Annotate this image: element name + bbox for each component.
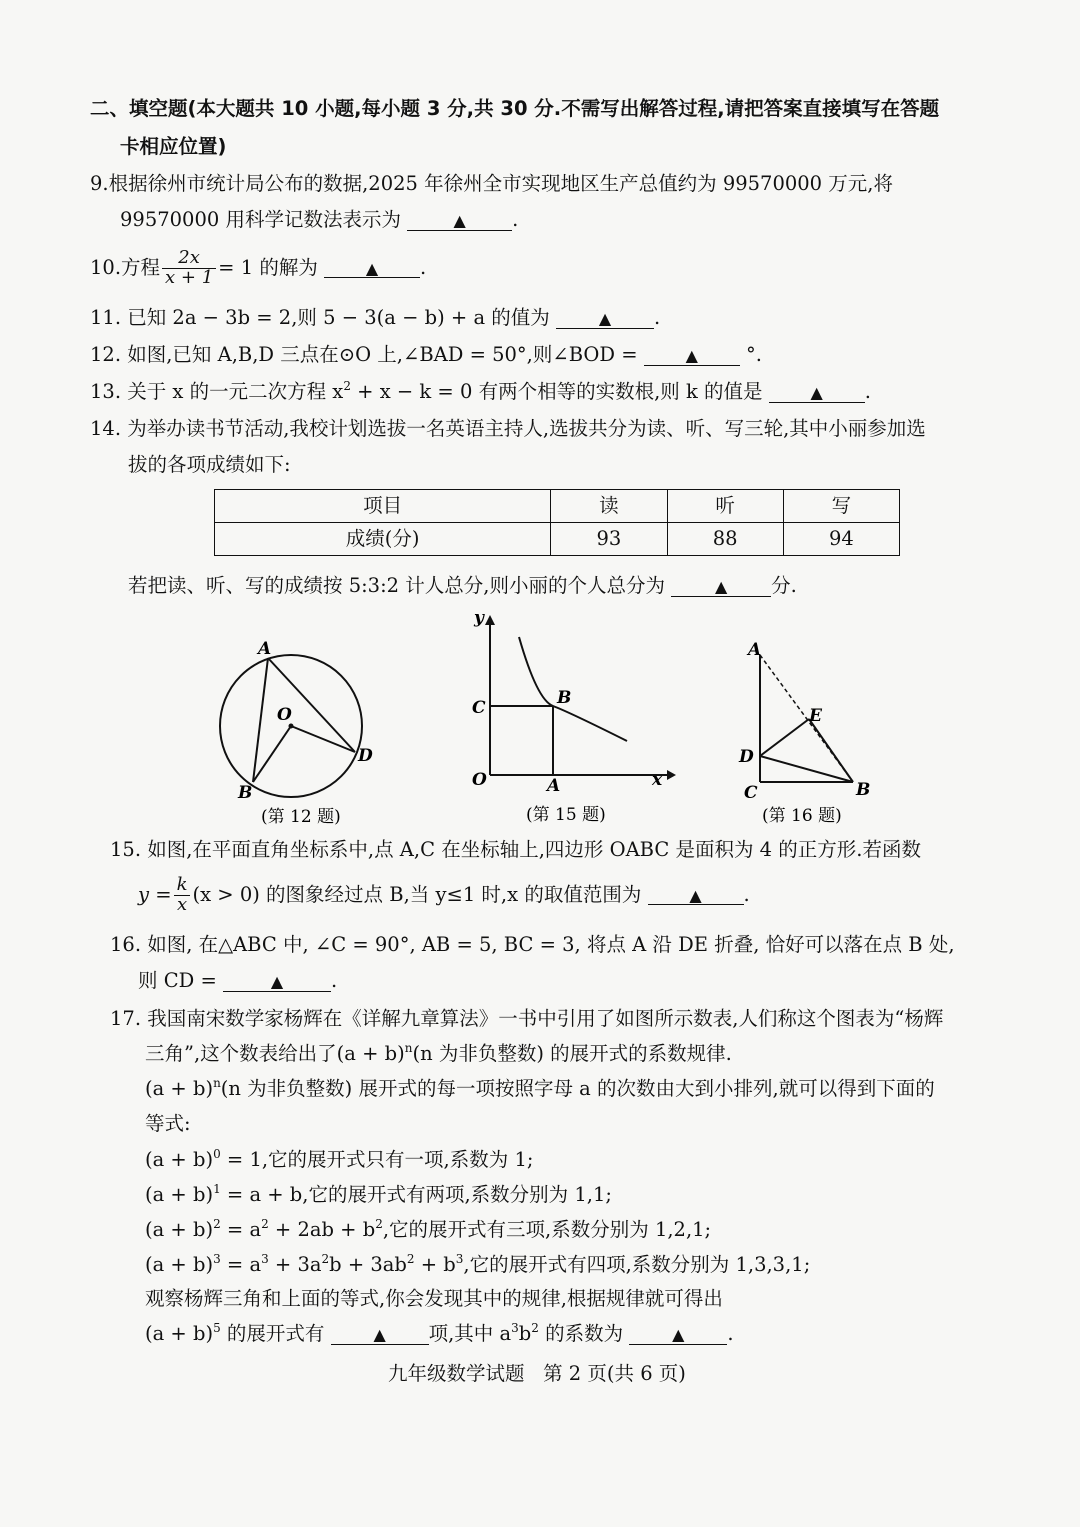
point-label-o: O (472, 770, 487, 790)
question-10-post: = 1 的解为 (218, 255, 318, 279)
y-axis-arrow-icon (485, 615, 495, 625)
question-15-line2 (138, 876, 750, 915)
table-cell: 93 (551, 523, 667, 556)
question-17-line2 (145, 1042, 732, 1065)
text-part: = 1,它的展开式只有一项,系数为 1; (220, 1148, 534, 1171)
page-footer: 九年级数学试题 第 2 页(共 6 页) (388, 1362, 686, 1385)
question-16-line1: 16. 如图, 在△ABC 中, ∠C = 90°, AB = 5, BC = 3, 将点 A 沿 DE 折叠, 恰好可以落在点 B 处, (110, 933, 955, 956)
question-17-line3 (145, 1077, 935, 1100)
fraction-numerator: 2x (162, 249, 216, 269)
text-part: b + 3ab (329, 1253, 407, 1276)
question-11-number: 11. (90, 306, 122, 329)
question-14-followup (128, 574, 797, 597)
exponent: 1 (213, 1182, 221, 1196)
question-14-end: 分. (771, 574, 797, 597)
question-15-fraction (174, 876, 191, 915)
question-17-line1: 17. 我国南宋数学家杨辉在《详解九章算法》一书中引用了如图所示数表,人们称这个图表为“杨辉 (110, 1007, 944, 1030)
exponent: 2 (213, 1217, 221, 1231)
axis-label-x: x (652, 770, 663, 790)
question-15-pre: y = (138, 882, 172, 906)
text-part: 项,其中 a (428, 1322, 512, 1345)
question-10-end: . (420, 255, 427, 279)
point-label-a: A (547, 776, 561, 796)
exponent: 5 (213, 1321, 221, 1335)
point-label-a: A (748, 640, 762, 660)
text-part: 三角”,这个数表给出了(a + b) (145, 1042, 405, 1065)
question-10-fraction (162, 249, 216, 288)
fraction-denominator: x + 1 (165, 266, 214, 288)
text-part: b (518, 1322, 532, 1345)
point-label-b: B (557, 688, 572, 708)
radius-od (291, 726, 355, 752)
text-part: (n 为非负整数) 的展开式的系数规律. (412, 1042, 732, 1065)
question-12-text: 如图,已知 A,B,D 三点在⊙O 上,∠BAD = 50°,则∠BOD = (127, 343, 638, 366)
blank-triangle-icon: ▲ (685, 346, 698, 365)
point-label-a: A (258, 639, 272, 659)
point-label-e: E (809, 706, 822, 726)
section-header-line1: 二、填空题(本大题共 10 小题,每小题 3 分,共 30 分.不需写出解答过程,请把答案直接填写在答题 (90, 97, 940, 120)
point-label-d: D (739, 747, 754, 767)
question-10-pre: 方程 (121, 255, 161, 279)
text-part: (a + b) (145, 1148, 214, 1171)
table-header-cell: 听 (667, 490, 783, 523)
fold-line-de (760, 719, 809, 756)
table-header-cell: 读 (551, 490, 667, 523)
question-10-number: 10. (90, 255, 122, 279)
figure-15 (462, 605, 682, 830)
segment-db (760, 756, 853, 782)
question-9-line1: 9.根据徐州市统计局公布的数据,2025 年徐州全市实现地区生产总值约为 99570000 万元,将 (90, 172, 893, 195)
question-10 (90, 249, 426, 288)
question-17-last (145, 1322, 734, 1345)
point-label-o: O (277, 705, 292, 725)
text-part: = a (220, 1218, 262, 1241)
text-part: + b (414, 1253, 456, 1276)
question-12-number: 12. (90, 343, 122, 366)
text-part: . (727, 1322, 734, 1345)
text-part: (a + b) (145, 1183, 214, 1206)
exponent: n (404, 1041, 413, 1055)
blank-triangle-icon: ▲ (453, 211, 466, 230)
question-9-line2 (120, 208, 518, 231)
question-13 (90, 380, 871, 403)
exponent: 0 (213, 1147, 221, 1161)
point-label-c: C (472, 698, 486, 718)
text-part: = a + b,它的展开式有两项,系数分别为 1,1; (220, 1183, 612, 1206)
text-part: 的系数为 (538, 1322, 624, 1345)
figure-16 (730, 635, 890, 830)
blank-triangle-icon: ▲ (270, 972, 284, 991)
question-9-end: . (512, 208, 519, 231)
point-label-d: D (358, 746, 373, 766)
axis-label-y: y (474, 608, 484, 628)
answer-blank-14[interactable] (671, 576, 771, 597)
question-14-follow-text: 若把读、听、写的成绩按 5:3:2 计人总分,则小丽的个人总分为 (128, 574, 665, 597)
question-17-eq2 (145, 1218, 711, 1241)
figure-16-caption: (第 16 题) (762, 806, 842, 826)
hyperbola-curve (519, 637, 627, 741)
table-row (215, 490, 900, 523)
blank-triangle-icon: ▲ (598, 309, 612, 328)
question-17-line4: 等式: (145, 1112, 191, 1135)
question-13-end: . (864, 380, 871, 403)
x-axis-arrow-icon (667, 770, 676, 780)
question-17-observe: 观察杨辉三角和上面的等式,你会发现其中的规律,根据规律就可得出 (145, 1287, 723, 1310)
answer-blank-17a[interactable] (331, 1324, 429, 1345)
answer-blank-16[interactable] (223, 971, 331, 992)
answer-blank-9[interactable] (407, 210, 512, 231)
text-part: (a + b) (145, 1322, 214, 1345)
text-part: 的展开式有 (220, 1322, 325, 1345)
blank-triangle-icon: ▲ (365, 258, 379, 278)
question-17-eq0 (145, 1148, 533, 1171)
question-13-number: 13. (90, 380, 122, 403)
text-part: (a + b) (145, 1218, 214, 1241)
question-11-text: 已知 2a − 3b = 2,则 5 − 3(a − b) + a 的值为 (127, 306, 550, 329)
blank-triangle-icon: ▲ (672, 1325, 685, 1344)
blank-triangle-icon: ▲ (810, 383, 823, 402)
question-13-exponent: 2 (343, 379, 351, 393)
exponent: 2 (375, 1217, 383, 1231)
text-part: (n 为非负整数) 展开式的每一项按照字母 a 的次数由大到小排列,就可以得到下面的 (220, 1077, 935, 1100)
answer-blank-11[interactable] (556, 308, 654, 329)
question-9-text: 99570000 用科学记数法表示为 (120, 208, 401, 231)
question-16-pre: 则 CD = (138, 969, 217, 992)
exponent: 3 (455, 1252, 464, 1266)
table-header-cell: 写 (783, 490, 899, 523)
answer-blank-15[interactable] (648, 885, 744, 906)
text-part: ,它的展开式有三项,系数分别为 1,2,1; (382, 1218, 712, 1241)
question-14-line1: 14. 为举办读书节活动,我校计划选拔一名英语主持人,选拔共分为读、听、写三轮,其中小丽参加选 (90, 417, 926, 440)
text-part: ,它的展开式有四项,系数分别为 1,3,3,1; (463, 1253, 811, 1276)
point-label-b: B (856, 780, 871, 800)
exponent: 3 (213, 1252, 221, 1266)
exponent: 2 (406, 1252, 415, 1266)
question-15-end: . (743, 882, 750, 906)
text-part: + 3a (268, 1253, 322, 1276)
fraction-numerator: k (174, 876, 191, 896)
question-12-end: °. (745, 343, 762, 366)
exponent: n (213, 1076, 221, 1090)
question-15-post: (x > 0) 的图象经过点 B,当 y≤1 时,x 的取值范围为 (192, 882, 642, 906)
question-17-eq3 (145, 1253, 810, 1276)
answer-blank-10[interactable] (324, 258, 420, 279)
table-cell: 成绩(分) (215, 523, 551, 556)
figure-12-caption: (第 12 题) (261, 807, 341, 827)
text-part: (a + b) (145, 1077, 214, 1100)
table-cell: 94 (783, 523, 899, 556)
answer-blank-17b[interactable] (629, 1324, 727, 1345)
table-row (215, 523, 900, 556)
scores-table (214, 489, 900, 556)
figure-12 (205, 630, 385, 830)
question-12 (90, 343, 762, 366)
exponent: 3 (261, 1252, 269, 1266)
question-14-line2: 拔的各项成绩如下: (128, 453, 291, 476)
text-part: (a + b) (145, 1253, 214, 1276)
blank-triangle-icon: ▲ (373, 1325, 386, 1344)
figure-15-caption: (第 15 题) (526, 805, 606, 825)
blank-triangle-icon: ▲ (715, 577, 728, 596)
exponent: 2 (261, 1217, 269, 1231)
question-13-post: + x − k = 0 有两个相等的实数根,则 k 的值是 (350, 380, 763, 403)
question-13-pre: 关于 x 的一元二次方程 x (127, 380, 344, 403)
question-11 (90, 306, 660, 329)
table-cell: 88 (667, 523, 783, 556)
exponent: 2 (531, 1321, 539, 1335)
blank-triangle-icon: ▲ (689, 885, 702, 905)
exponent: 3 (511, 1321, 519, 1335)
text-part: + 2ab + b (268, 1218, 376, 1241)
table-header-cell: 项目 (215, 490, 551, 523)
point-label-c: C (744, 783, 758, 803)
point-label-b: B (238, 783, 253, 803)
question-16-line2 (138, 969, 337, 992)
question-16-end: . (331, 969, 338, 992)
answer-blank-12[interactable] (644, 345, 740, 366)
exponent: 2 (321, 1252, 330, 1266)
section-header-line2: 卡相应位置) (120, 135, 227, 158)
question-11-end: . (654, 306, 661, 329)
question-17-eq1 (145, 1183, 612, 1206)
answer-blank-13[interactable] (769, 382, 865, 403)
question-15-line1: 15. 如图,在平面直角坐标系中,点 A,C 在坐标轴上,四边形 OABC 是面积为 4 的正方形.若函数 (110, 838, 921, 861)
fraction-denominator: x (176, 893, 188, 915)
text-part: = a (220, 1253, 262, 1276)
